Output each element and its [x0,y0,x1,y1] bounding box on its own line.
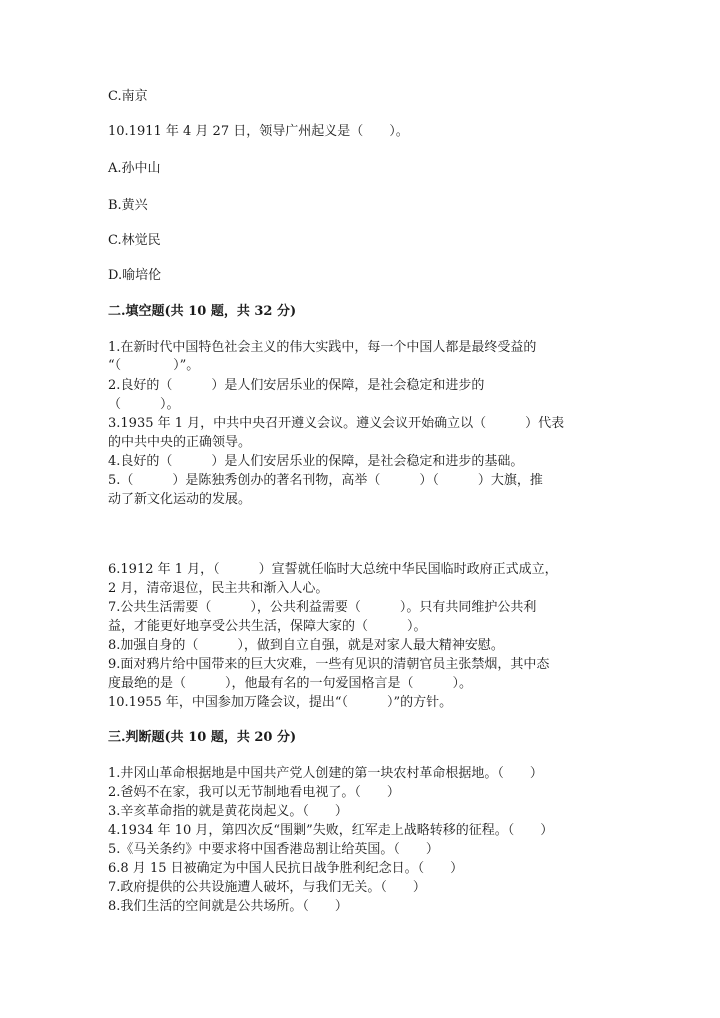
q10-option-c: C.林觉民 [108,233,161,248]
fill-line: 动了新文化运动的发展。 [108,492,252,507]
fill-line: （ ）。 [108,397,180,412]
fill-line: 1.在新时代中国特色社会主义的伟大实践中，每一个中国人都是最终受益的 [108,340,537,355]
fill-line: 9.面对鸦片给中国带来的巨大灾难，一些有见识的清朝官员主张禁烟，其中态 [108,657,550,672]
fill-line: 8.加强自身的（ ），做到自立自强，就是对家人最大精神安慰。 [108,638,504,653]
section3-heading: 三.判断题(共 10 题，共 20 分) [108,730,297,745]
fill-line: 的中共中央的正确领导。 [108,435,252,450]
fill-line: 度最绝的是（ ），他最有名的一句爱国格言是（ ）。 [108,676,473,691]
judge-line: 5.《马关条约》中要求将中国香港岛割让给英国。（ ） [108,842,439,857]
fill-line: 7.公共生活需要（ ），公共利益需要（ ）。只有共同维护公共利 [108,600,537,615]
q10-option-b: B.黄兴 [108,198,148,213]
judge-line: 3.辛亥革命指的就是黄花岗起义。（ ） [108,804,348,819]
fill-line: 2 月，清帝退位，民主共和渐入人心。 [108,581,329,596]
fill-line: 5.（ ）是陈独秀创办的著名刊物，高举（ ）（ ）大旗，推 [108,473,543,488]
q9-option-c: C.南京 [108,89,148,104]
section2-heading: 二.填空题(共 10 题，共 32 分) [108,304,297,319]
fill-line: 6.1912 年 1 月，（ ）宣誓就任临时大总统中华民国临时政府正式成立， [108,562,558,577]
q10-option-d: D.喻培伦 [108,268,162,283]
q10-stem: 10.1911 年 4 月 27 日，领导广州起义是（ ）。 [108,124,409,139]
fill-line: 益，才能更好地享受公共生活，保障大家的（ ）。 [108,619,427,634]
judge-line: 8.我们生活的空间就是公共场所。（ ） [108,899,348,914]
fill-line: 3.1935 年 1 月，中共中央召开遵义会议。遵义会议开始确立以（ ）代表 [108,416,565,431]
judge-line: 2.爸妈不在家，我可以无节制地看电视了。（ ） [108,785,400,800]
judge-line: 4.1934 年 10 月，第四次反“围剿”失败，红军走上战略转移的征程。（ ） [108,823,554,838]
fill-line: “（ ）”。 [108,358,200,373]
judge-line: 7.政府提供的公共设施遭人破坏，与我们无关。（ ） [108,880,426,895]
judge-line: 6.8 月 15 日被确定为中国人民抗日战争胜利纪念日。（ ） [108,861,464,876]
fill-line: 4.良好的（ ）是人们安居乐业的保障，是社会稳定和进步的基础。 [108,454,524,469]
fill-line: 10.1955 年，中国参加万隆会议，提出“（ ）”的方针。 [108,695,453,710]
judge-line: 1.井冈山革命根据地是中国共产党人创建的第一块农村革命根据地。（ ） [108,766,543,781]
fill-line: 2.良好的（ ）是人们安居乐业的保障，是社会稳定和进步的 [108,378,485,393]
q10-option-a: A.孙中山 [108,161,161,176]
